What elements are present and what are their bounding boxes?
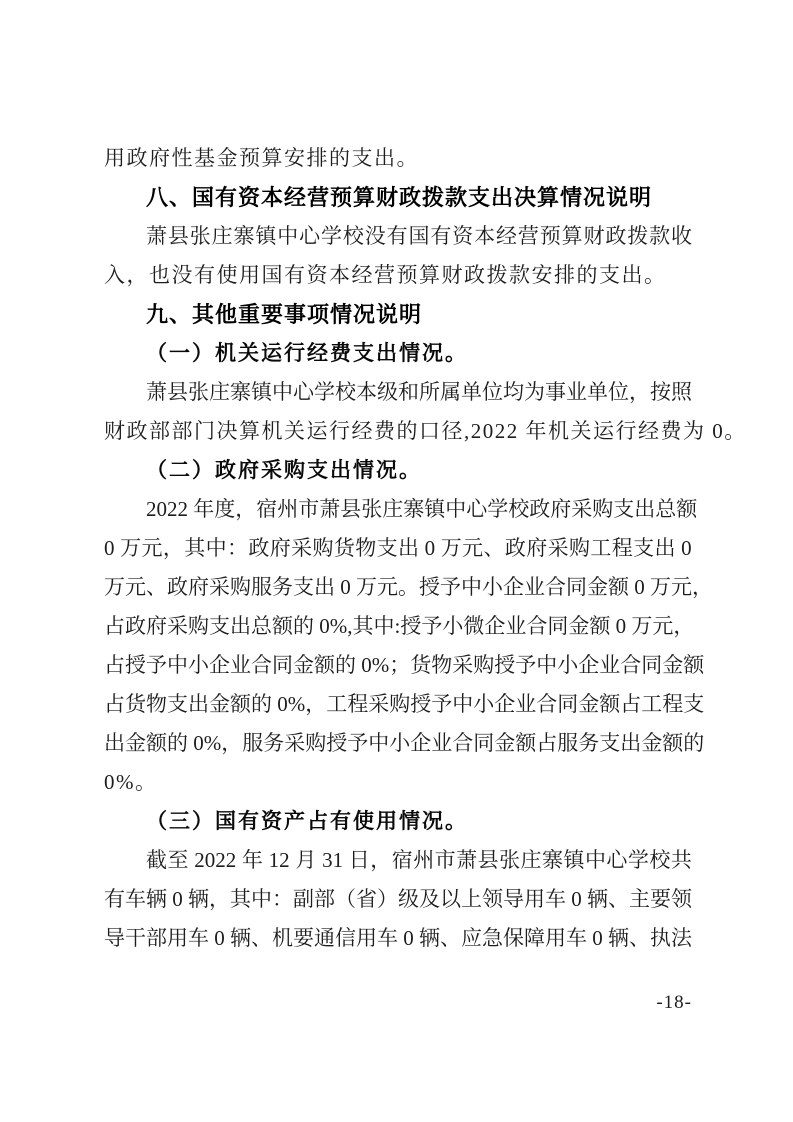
- body-line: 占 政 府 采 购 支 出 总 额 的 0%, 其 中 : 授 予 小 微 企 业 合 同 金 额 0 万 元 ，: [104, 614, 695, 638]
- heading-subsection-2: （二）政府采购支出情况。: [146, 458, 422, 482]
- body-line: 占 货 物 支 出 金 额 的 0% ， 工 程 采 购 授 予 中 小 企 业 合 同 金 额 占 工 程 支: [104, 692, 705, 716]
- body-line: 出 金 额 的 0% ， 服 务 采 购 授 予 中 小 企 业 合 同 金 额 占 服 务 支 出 金 额 的: [104, 731, 705, 755]
- body-line: 萧 县 张 庄 寨 镇 中 心 学 校 本 级 和 所 属 单 位 均 为 事 业 单 位 ， 按 照: [146, 380, 692, 404]
- body-line: 0 万 元 ， 其 中 ： 政 府 采 购 货 物 支 出 0 万 元 、 政 府 采 购 工 程 支 出 0: [104, 536, 692, 560]
- body-line: 万 元 、 政 府 采 购 服 务 支 出 0 万 元 。 授 予 中 小 企 业 合 同 金 额 0 万 元 ，: [104, 575, 713, 599]
- body-line-continuation: 用政府性基金预算安排的支出。: [104, 146, 419, 170]
- heading-subsection-1: （一）机关运行经费支出情况。: [146, 341, 468, 365]
- heading-section-9: 九、其他重要事项情况说明: [146, 302, 423, 327]
- body-line: 有 车 辆 0 辆 ， 其 中 ： 副 部 （ 省 ） 级 及 以 上 领 导 用 车 0 辆 、 主 要 领: [104, 887, 692, 911]
- body-line: 导 干 部 用 车 0 辆 、 机 要 通 信 用 车 0 辆 、 应 急 保 障 用 车 0 辆 、 执 法: [104, 926, 692, 950]
- heading-subsection-3: （三）国有资产占有使用情况。: [146, 809, 468, 833]
- body-line: 萧 县 张 庄 寨 镇 中 心 学 校 没 有 国 有 资 本 经 营 预 算 财 政 拨 款 收: [146, 224, 692, 248]
- heading-section-8: 八、国有资本经营预算财政拨款支出决算情况说明: [146, 185, 653, 210]
- page-content: [104, 139, 747, 958]
- body-line: 财政部部门决算机关运行经费的口径,2022 年机关运行经费为 0。: [104, 419, 747, 443]
- body-line: 占 授 予 中 小 企 业 合 同 金 额 的 0% ； 货 物 采 购 授 予 中 小 企 业 合 同 金 额: [104, 653, 705, 677]
- body-line: 入，也没有使用国有资本经营预算财政拨款安排的支出。: [104, 263, 667, 287]
- body-line: 0%。: [104, 770, 158, 794]
- page-number: -18-: [656, 992, 692, 1013]
- body-line: 截 至 2022 年 12 月 31 日 ， 宿 州 市 萧 县 张 庄 寨 镇 中 心 学 校 共: [146, 848, 692, 872]
- body-line: 2022 年 度 ， 宿 州 市 萧 县 张 庄 寨 镇 中 心 学 校 政 府 采 购 支 出 总 额: [146, 497, 698, 521]
